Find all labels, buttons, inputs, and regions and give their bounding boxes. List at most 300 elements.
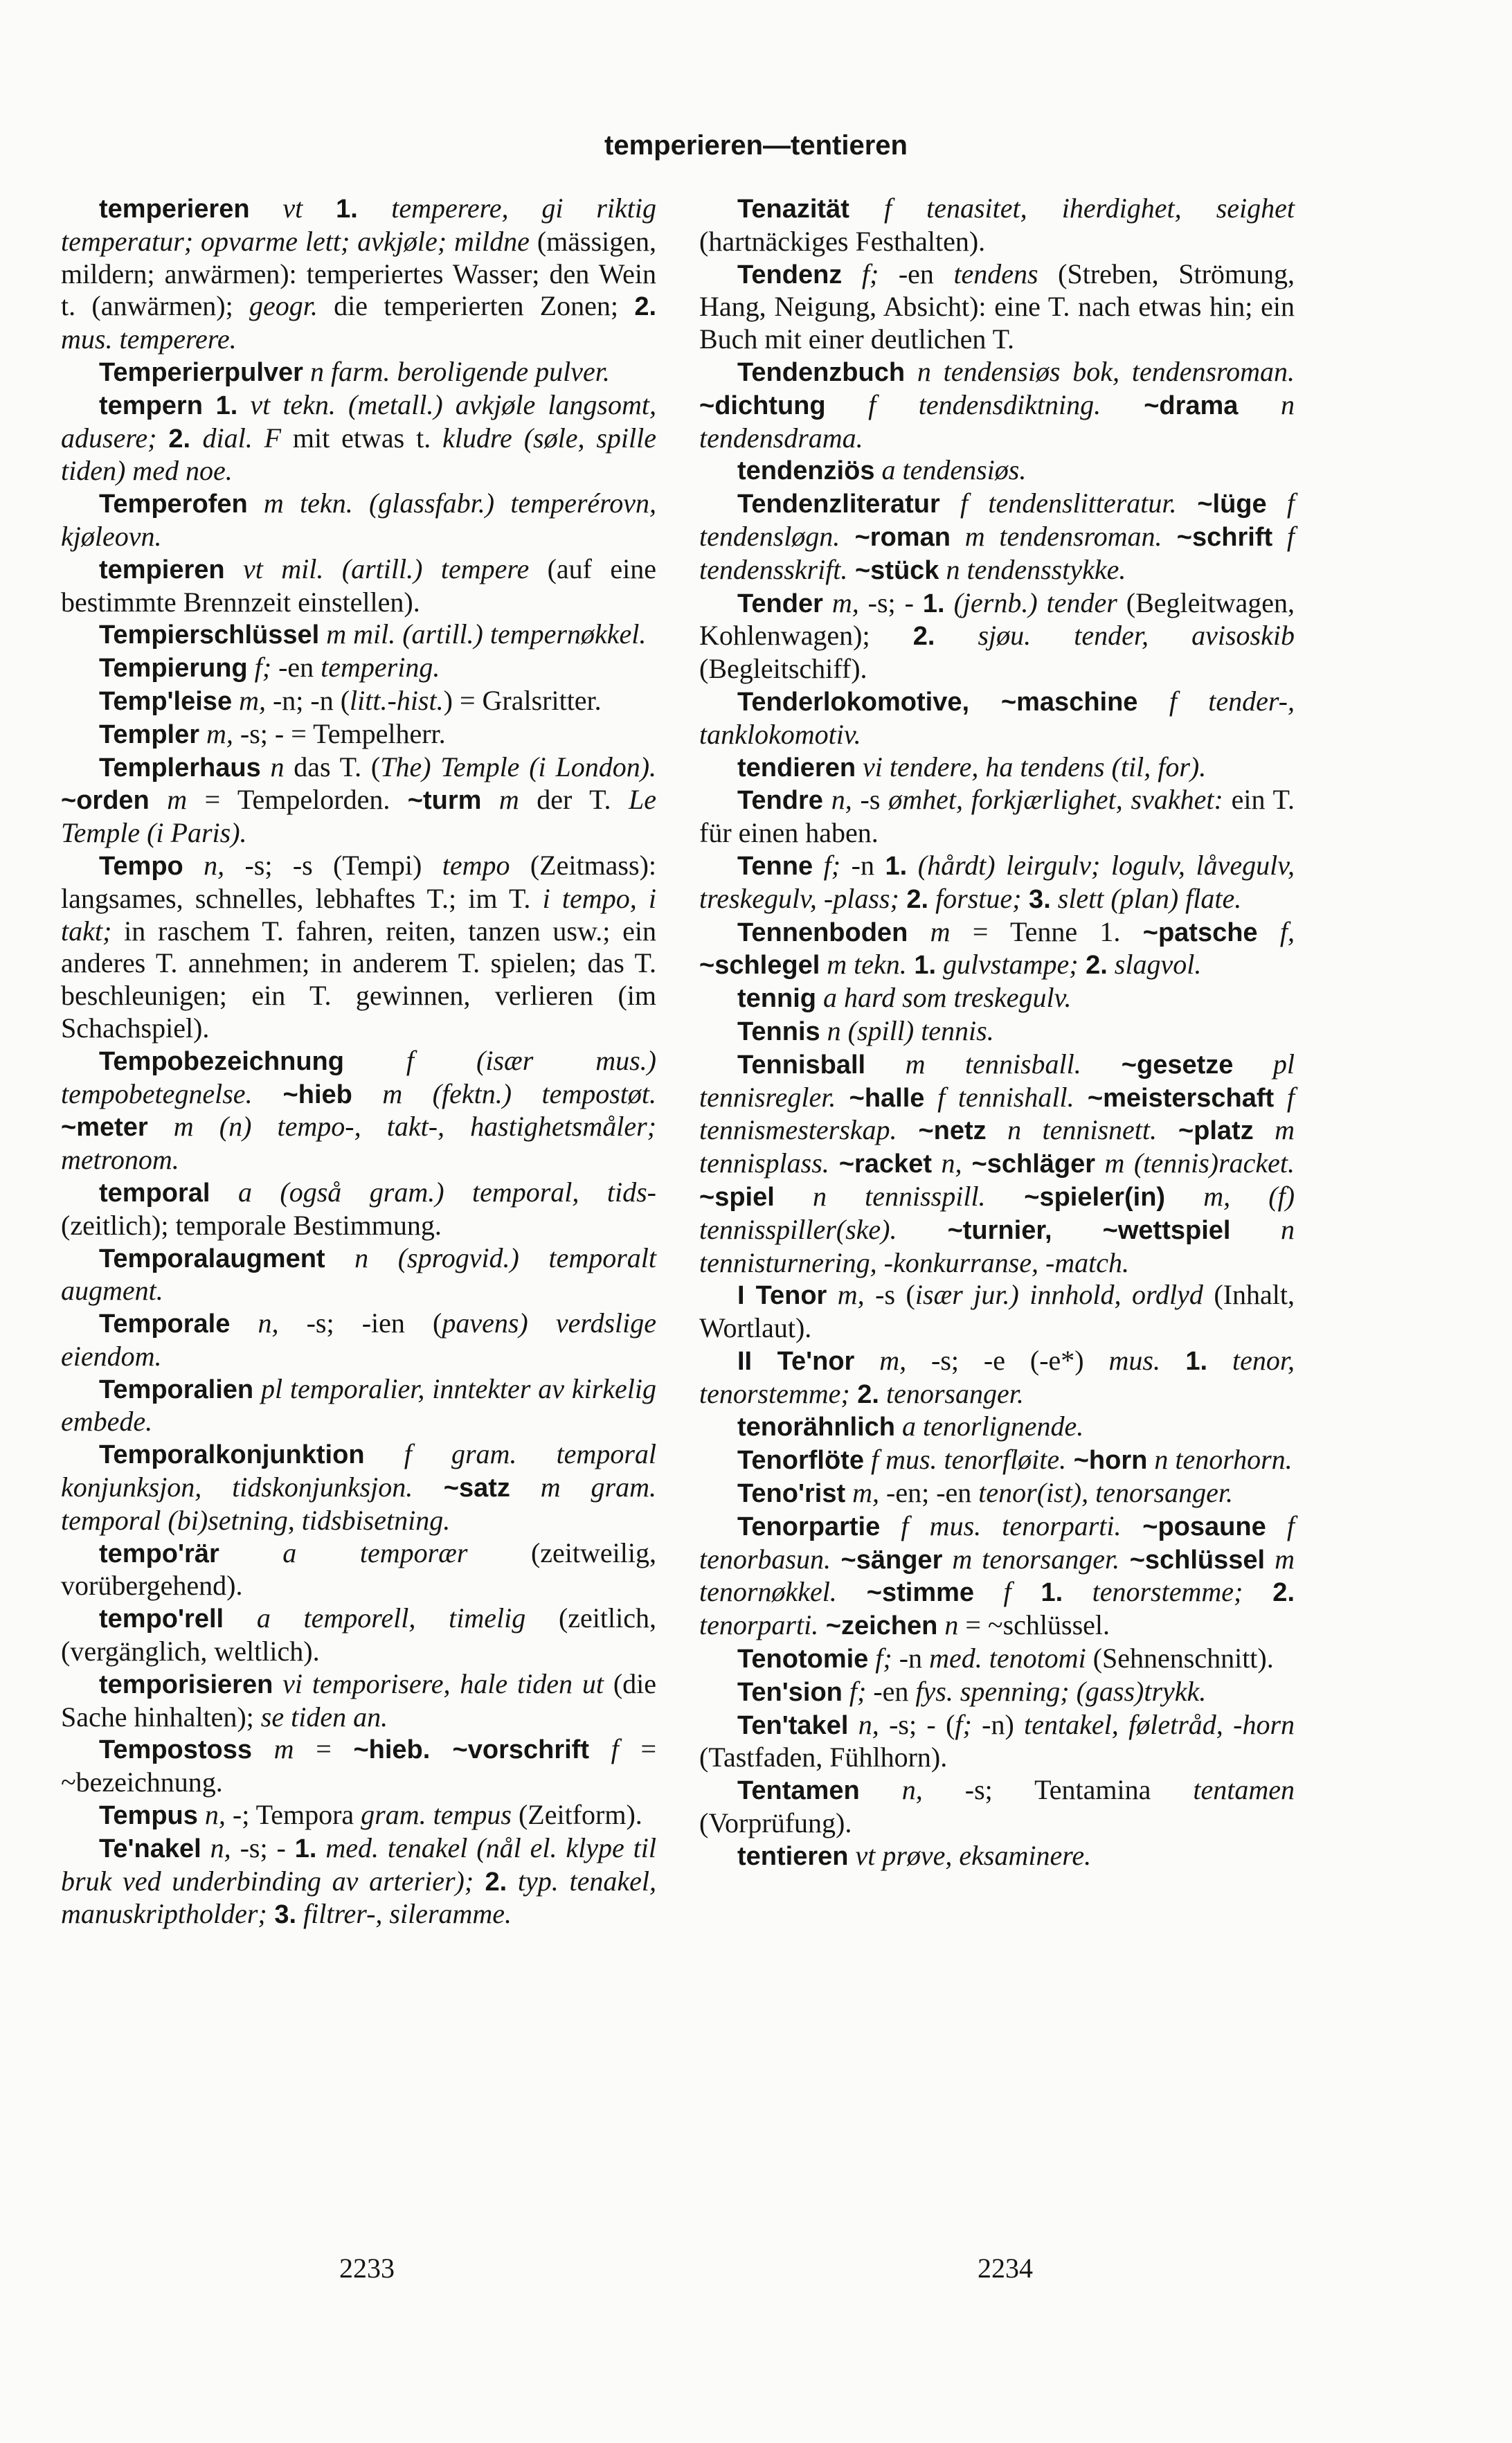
entry-text: f mus. tenorparti. [880, 1510, 1122, 1541]
entry-text: (hartnäckiges Festhalten). [699, 225, 986, 257]
entry-text: n (sprogvid.) temporalt augment. [61, 1242, 656, 1307]
dictionary-entry [61, 1373, 656, 1439]
headword: Ten'sion [737, 1677, 843, 1707]
entry-text: filtrer-, sileramme. [296, 1898, 512, 1930]
headword: tennig [737, 984, 816, 1014]
headword: ~hieb [252, 1080, 352, 1109]
headword: Tempierschlüssel [99, 620, 320, 650]
headword: 1. [294, 1834, 317, 1863]
entry-text: n (spill) tennis. [820, 1014, 994, 1046]
entry-text: -; Tempora [225, 1799, 361, 1831]
headword: ~lüge [1176, 490, 1267, 519]
dictionary-entry [699, 686, 1295, 751]
headword: Tempo [99, 851, 183, 881]
entry-text: die temperierten Zonen; [317, 290, 635, 322]
headword: Tenne [737, 851, 813, 881]
headword: Tempus [99, 1801, 198, 1831]
headword: ~sänger [831, 1545, 943, 1575]
headword: ~spieler(in) [985, 1182, 1166, 1212]
entry-text: i tempo, i takt; [61, 882, 656, 947]
entry-text: m, [845, 1477, 880, 1509]
dictionary-entry [699, 193, 1295, 258]
entry-text: kludre (søle, spille tiden) med noe. [61, 422, 656, 487]
headword: tendenziös [737, 456, 875, 486]
entry-text: n tennisturnering, -konkurranse, -match. [699, 1213, 1295, 1278]
dictionary-entry [61, 1307, 656, 1373]
entry-text: (Sehnenschnitt). [1086, 1643, 1274, 1674]
headword: Tennisball [737, 1050, 866, 1080]
dictionary-entry [61, 553, 656, 619]
running-header: temperieren—tentieren [604, 130, 908, 161]
headword: 1. [885, 851, 908, 881]
dictionary-entry [61, 718, 656, 751]
dictionary-entry [699, 982, 1295, 1015]
entry-text: vt mil. (artill.) tempere [224, 553, 530, 584]
entry-text: f (især mus.) tempobetegnelse. [61, 1044, 656, 1109]
entry-text: m tennisplass. [699, 1114, 1295, 1179]
headword: ~platz [1157, 1116, 1254, 1146]
dictionary-entry [61, 685, 656, 718]
dictionary-entry [699, 487, 1295, 587]
entry-text: f; [842, 1675, 867, 1707]
entry-text: f [974, 1576, 1011, 1608]
entry-text: sjøu. tender, avisoskib [935, 620, 1295, 652]
headword: Temporalaugment [99, 1244, 325, 1273]
headword: Ten'takel [737, 1710, 849, 1740]
entry-text: f tendensdiktning. [825, 388, 1101, 420]
dictionary-entry [61, 1438, 656, 1537]
headword: ~roman [840, 522, 951, 552]
entry-text: -n) [971, 1708, 1025, 1740]
headword: Tempierung [99, 654, 248, 683]
entry-text: m mil. (artill.) tempernøkkel. [319, 618, 647, 650]
headword: Templerhaus [99, 753, 261, 782]
left-column [61, 193, 656, 1931]
entry-text: tempering. [321, 652, 440, 683]
entry-text: n farm. beroligende pulver. [303, 355, 610, 387]
headword: ~schläger [962, 1149, 1096, 1179]
dictionary-entry [61, 1602, 656, 1668]
entry-text: m [481, 784, 519, 816]
entry-text: m, [854, 1344, 907, 1376]
headword: Tendre [737, 786, 823, 816]
entry-text: n [260, 751, 285, 782]
entry-text: slagvol. [1107, 949, 1202, 981]
headword: tempo'rär [99, 1539, 219, 1568]
entry-text: m, (f) tennisspiller(ske). [699, 1180, 1295, 1245]
dictionary-entry [61, 1537, 656, 1603]
headword: 2. [1243, 1578, 1295, 1608]
entry-text: -s; - ( [879, 1708, 955, 1740]
headword: ~halle [836, 1083, 925, 1113]
headword: Templer [99, 719, 200, 749]
headword: Tennis [737, 1017, 820, 1046]
dictionary-entry [699, 1015, 1295, 1048]
entry-text: -s; - = Tempelherr. [233, 717, 446, 749]
dictionary-entry [61, 1045, 656, 1176]
entry-text: n tennisspill. [774, 1180, 986, 1212]
dictionary-entry [61, 751, 656, 850]
page-number-right: 2234 [978, 2253, 1033, 2284]
entry-text: a tenorlignende. [895, 1411, 1084, 1442]
entry-text: (hårdt) leirgulv; logulv, låvegulv, treskegulv, -plass; [699, 849, 1295, 914]
headword: I Tenor [737, 1281, 827, 1311]
headword: 3. [1021, 884, 1051, 914]
dictionary-entry [699, 1345, 1295, 1411]
dictionary-entry [699, 1477, 1295, 1510]
entry-text: (zeitweilig, vorübergehend). [61, 1537, 656, 1602]
dictionary-entry [61, 1242, 656, 1308]
entry-text: (Begleitschiff). [699, 653, 867, 685]
entry-text: n, [183, 849, 225, 881]
dictionary-entry [699, 454, 1295, 487]
headword: 3. [267, 1900, 297, 1930]
page-number-left: 2233 [339, 2253, 395, 2284]
headword: ~schlegel [699, 951, 820, 981]
entry-text: f tendenslitteratur. [939, 487, 1177, 519]
entry-text: -s; Tentamina [922, 1774, 1194, 1806]
entry-text: med. tenakel (nål el. klype til bruk ved underbinding av arterier); [61, 1832, 656, 1897]
entry-text: f; [247, 652, 272, 683]
entry-text: m tenornøkkel. [699, 1543, 1295, 1608]
entry-text: (jernb.) tender [944, 587, 1117, 618]
entry-text: vi tendere, ha tendens (til, for). [856, 751, 1207, 782]
entry-text: = Tenne 1. [950, 915, 1143, 947]
dictionary-entry [699, 1840, 1295, 1873]
headword: ~meter [61, 1113, 148, 1143]
entry-text: (zeitlich); temporale Bestimmung. [61, 1209, 442, 1241]
headword: tendieren [737, 753, 856, 782]
entry-text: n, [822, 784, 852, 816]
entry-text: -s ( [864, 1279, 915, 1311]
headword: tempieren [99, 555, 225, 584]
entry-text: -s; -e (-e*) [906, 1344, 1109, 1376]
dictionary-entry [61, 618, 656, 652]
entry-text: -en [866, 1675, 916, 1707]
headword: tenorähnlich [737, 1413, 896, 1442]
headword: Tenderlokomotive, ~maschine [737, 687, 1138, 717]
headword: Tennenboden [737, 918, 908, 947]
entry-text: f tenasitet, iherdighet, seighet [849, 193, 1295, 224]
entry-text: a hard som treskegulv. [816, 982, 1072, 1014]
entry-text: dial. F [202, 422, 282, 454]
headword: Tendenzbuch [737, 357, 906, 387]
entry-text: m tendensroman. [950, 520, 1162, 552]
entry-text: = [294, 1733, 354, 1765]
dictionary-entry [699, 1411, 1295, 1444]
headword: ~turnier, ~wettspiel [897, 1215, 1231, 1245]
dictionary-entry [699, 258, 1295, 356]
entry-text: m (fektn.) tempostøt. [352, 1077, 656, 1109]
entry-text: n, [859, 1774, 923, 1806]
entry-text: vt [249, 193, 336, 224]
dictionary-entry [699, 916, 1295, 983]
headword: ~hieb. [353, 1735, 431, 1765]
entry-text: pavens) verdslige eiendom. [61, 1307, 657, 1372]
entry-text: med. tenotomi [929, 1643, 1086, 1674]
entry-text: m tekn. [820, 949, 907, 981]
headword: 2. [634, 292, 657, 322]
headword: Tenazität [737, 195, 849, 224]
headword: temporal [99, 1178, 210, 1208]
dictionary-entry [61, 389, 656, 487]
entry-text: fys. spenning; (gass)trykk. [915, 1675, 1207, 1707]
entry-text: tendens [953, 258, 1038, 289]
dictionary-entry [699, 356, 1295, 454]
headword: 1. [906, 951, 937, 981]
headword: 2. [849, 1379, 879, 1409]
headword: Tenotomie [737, 1645, 869, 1674]
headword: 2. [474, 1867, 507, 1897]
headword: ~meisterschaft [1074, 1083, 1275, 1113]
dictionary-entry [699, 1676, 1295, 1709]
dictionary-entry [699, 1643, 1295, 1676]
headword: ~racket [829, 1149, 933, 1179]
entry-text: -s; -s (Tempi) [224, 849, 442, 881]
entry-text: f [589, 1733, 619, 1765]
dictionary-entry [699, 784, 1295, 850]
headword: ~gesetze [1081, 1050, 1234, 1080]
headword: tempern 1. [99, 391, 238, 420]
headword: ~schrift [1162, 522, 1273, 552]
headword: Tenorpartie [737, 1512, 881, 1541]
dictionary-entry [61, 1668, 656, 1734]
entry-text: m (tennis)racket. [1095, 1147, 1295, 1179]
entry-text: (Tastfaden, Fühlhorn). [699, 1742, 948, 1773]
headword: 2. [899, 884, 929, 914]
entry-text: m [252, 1733, 294, 1765]
dictionary-entry [61, 1733, 656, 1799]
entry-text: a (også gram.) temporal, tids- [210, 1176, 656, 1208]
entry-text: m, [199, 717, 233, 749]
entry-text: f; [842, 258, 879, 289]
headword: Temperierpulver [99, 357, 303, 387]
entry-text: m gram. temporal (bi)setning, tidsbisetning. [61, 1471, 657, 1536]
entry-text: f; [813, 849, 841, 881]
entry-text: forstue; [928, 882, 1022, 914]
entry-text: in raschem T. fahren, reiten, tanzen usw.; ein anderes T. annehmen; in anderem T. spielen; das T. beschleunigen; ein T. gewinnen, verlieren (im Schachspiel). [61, 915, 656, 1044]
entry-text: m, [232, 684, 266, 716]
entry-text: n tendensdrama. [699, 388, 1295, 454]
entry-text: tenor, tenorstemme; [699, 1344, 1295, 1409]
entry-text: n tendensstykke. [939, 553, 1126, 585]
entry-text: der T. [519, 784, 629, 816]
headword: ~patsche [1142, 918, 1258, 947]
entry-text: (mässigen, mildern; anwärmen): temperiertes Wasser; den Wein t. (anwärmen); [61, 225, 656, 322]
entry-text: se tiden an. [260, 1701, 388, 1733]
entry-text: tenorparti. [699, 1609, 819, 1641]
dictionary-entry [699, 751, 1295, 785]
entry-text: (Zeitmass): langsames, schnelles, lebhaftes T.; im T. [61, 849, 656, 914]
entry-text: Le Temple (i Paris). [61, 784, 657, 849]
entry-text: tenor(ist), tenorsanger. [978, 1477, 1234, 1509]
entry-text: mus. temperere. [61, 323, 237, 355]
entry-text: = Tempelorden. [187, 784, 408, 816]
headword: ~orden [61, 786, 150, 816]
entry-text: pl tennisregler. [699, 1048, 1295, 1113]
entry-text: slett (plan) flate. [1050, 882, 1242, 914]
entry-text: pl temporalier, inntekter av kirkelig embede. [61, 1372, 656, 1438]
entry-text: m tekn. (glassfabr.) temperérovn, kjøleovn. [61, 487, 656, 552]
entry-text: (Zeitform). [511, 1799, 642, 1831]
entry-text: n, [230, 1307, 279, 1339]
headword: Te'nakel [99, 1834, 201, 1863]
entry-text: n tendensiøs bok, tendensroman. [905, 355, 1295, 387]
entry-text: (die Sache hinhalten); [61, 1667, 657, 1733]
entry-text: m [908, 915, 951, 947]
entry-text: m tenorsanger. [942, 1543, 1120, 1575]
dictionary-entry [61, 850, 656, 1045]
headword: tentieren [737, 1841, 849, 1871]
entry-text: n [937, 1609, 959, 1641]
entry-text: f; [868, 1643, 892, 1674]
dictionary-entry [61, 1832, 656, 1931]
headword: Tempobezeichnung [99, 1046, 344, 1076]
entry-text: -en [271, 652, 321, 683]
entry-text: a temporell, timelig [224, 1602, 526, 1634]
entry-text: litt.-hist. [350, 684, 444, 716]
headword: Tempostoss [99, 1735, 253, 1765]
entry-text: vi temporisere, hale tiden ut [273, 1667, 604, 1699]
entry-text: (Begleitwagen, Kohlenwagen); [699, 587, 1295, 652]
dictionary-entry [699, 1279, 1295, 1345]
entry-text: (zeitlich, (vergänglich, weltlich). [61, 1602, 656, 1667]
dictionary-entry [699, 1774, 1295, 1840]
entry-text: -s; - [858, 587, 923, 618]
entry-text: -en; -en [879, 1477, 979, 1509]
entry-text: f gram. temporal konjunksjon, tidskonjunksjon. [61, 1438, 656, 1503]
headword: Temp'leise [99, 686, 233, 716]
entry-text: n, [848, 1708, 879, 1740]
headword: ~zeichen [818, 1611, 938, 1641]
dictionary-entry [61, 487, 656, 553]
dictionary-entry [699, 1444, 1295, 1477]
headword: 1. [1011, 1578, 1063, 1608]
entry-text: -s [852, 784, 889, 816]
entry-text: -s; -ien ( [278, 1307, 442, 1339]
headword: 1. [922, 589, 945, 618]
entry-text: tenorsanger. [879, 1377, 1024, 1409]
entry-text: mit etwas t. [281, 422, 443, 454]
entry-text: temperere, gi riktig temperatur; opvarme lett; avkjøle; mildne [61, 193, 656, 257]
entry-text: tentakel, føletråd, -horn [1024, 1708, 1295, 1740]
entry-text: m (n) tempo-, takt-, hastighetsmåler; metronom. [61, 1111, 656, 1176]
headword: ~posaune [1121, 1512, 1266, 1541]
headword: 1. [1160, 1346, 1208, 1376]
headword: Tendenz [737, 260, 843, 289]
entry-text: især jur.) innhold, ordlyd [915, 1279, 1203, 1311]
entry-text: = ~schlüssel. [958, 1609, 1110, 1641]
headword: Teno'rist [737, 1479, 846, 1509]
entry-text: ein T. für einen haben. [699, 784, 1295, 849]
dictionary-entry [699, 1510, 1295, 1643]
entry-text: n tennisnett. [986, 1114, 1157, 1146]
entry-text: m, [827, 1279, 865, 1311]
entry-text: geogr. [249, 290, 318, 322]
entry-text: -n [892, 1643, 930, 1674]
headword: II Te'nor [737, 1346, 855, 1376]
entry-text: f; [955, 1708, 972, 1740]
dictionary-entry [699, 1048, 1295, 1280]
entry-text: m, [822, 587, 859, 618]
entry-text: tenorstemme; [1063, 1576, 1243, 1608]
entry-text: vt prøve, eksaminere. [848, 1839, 1092, 1871]
headword: 1. [336, 195, 392, 224]
entry-text: -n [840, 849, 885, 881]
headword: Temporalien [99, 1375, 254, 1404]
entry-text: n, [201, 1832, 231, 1863]
headword: tempo'rell [99, 1604, 224, 1634]
entry-text: typ. tenakel, manuskriptholder; [61, 1865, 657, 1930]
headword: ~spiel [699, 1182, 775, 1212]
entry-text: m tennisball. [865, 1048, 1081, 1080]
entry-text: ømhet, forkjærlighet, svakhet: [888, 784, 1223, 816]
headword: 2. [912, 622, 935, 652]
dictionary-entry [61, 193, 656, 356]
entry-text: m [149, 784, 188, 816]
headword: ~vorschrift [430, 1735, 589, 1765]
headword: Temporalkonjunktion [99, 1440, 365, 1470]
entry-text: mus. [1108, 1344, 1160, 1376]
entry-text: (auf eine bestimmte Brennzeit einstellen). [61, 553, 657, 618]
headword: Temperofen [99, 490, 248, 519]
headword: ~turm [407, 786, 482, 816]
dictionary-entry [699, 587, 1295, 686]
entry-text: f mus. tenorfløite. [863, 1444, 1067, 1476]
headword: ~stimme [836, 1578, 975, 1608]
headword: 2. [168, 424, 203, 454]
entry-text: n tenorhorn. [1147, 1444, 1293, 1476]
entry-text: a tendensiøs. [874, 454, 1027, 486]
entry-text: ) = Gralsritter. [443, 684, 602, 716]
headword: Tender [737, 589, 823, 618]
dictionary-entry [699, 1709, 1295, 1775]
entry-text: das T. ( [284, 751, 381, 782]
entry-text: tentamen [1193, 1774, 1295, 1806]
right-column [699, 193, 1295, 1873]
headword: Temporale [99, 1309, 231, 1339]
dictionary-entry [61, 1176, 656, 1242]
headword: ~schlüssel [1119, 1545, 1266, 1575]
headword: Tenorflöte [737, 1446, 864, 1476]
entry-text: gulvstampe; [936, 949, 1079, 981]
entry-text: ~bezeichnung. [61, 1766, 223, 1798]
headword: Tentamen [737, 1776, 860, 1806]
dictionary-entry [61, 356, 656, 389]
entry-text: f tendensskrift. [699, 520, 1295, 585]
entry-text: f tendensløgn. [699, 487, 1295, 552]
entry-text: f tender-, tanklokomotiv. [699, 685, 1295, 750]
entry-text: f, [1257, 915, 1295, 947]
entry-text: -en [879, 258, 954, 289]
entry-text: f tenorbasun. [699, 1510, 1295, 1575]
headword: temperieren [99, 195, 250, 224]
entry-text: = [618, 1733, 656, 1765]
entry-text: n, [197, 1799, 226, 1831]
headword: temporisieren [99, 1670, 273, 1699]
entry-text: tempo [442, 849, 510, 881]
entry-text: (Vorprüfung). [699, 1807, 852, 1839]
entry-text: a temporær [219, 1537, 468, 1568]
headword: ~netz [897, 1116, 987, 1146]
entry-text: f tennishall. [924, 1081, 1074, 1113]
headword: ~satz [413, 1474, 510, 1503]
dictionary-entry [61, 652, 656, 685]
dictionary-entry [699, 850, 1295, 916]
entry-text: -s; - [231, 1832, 295, 1863]
entry-text: f tennismesterskap. [699, 1081, 1295, 1146]
headword: ~dichtung [699, 391, 826, 420]
